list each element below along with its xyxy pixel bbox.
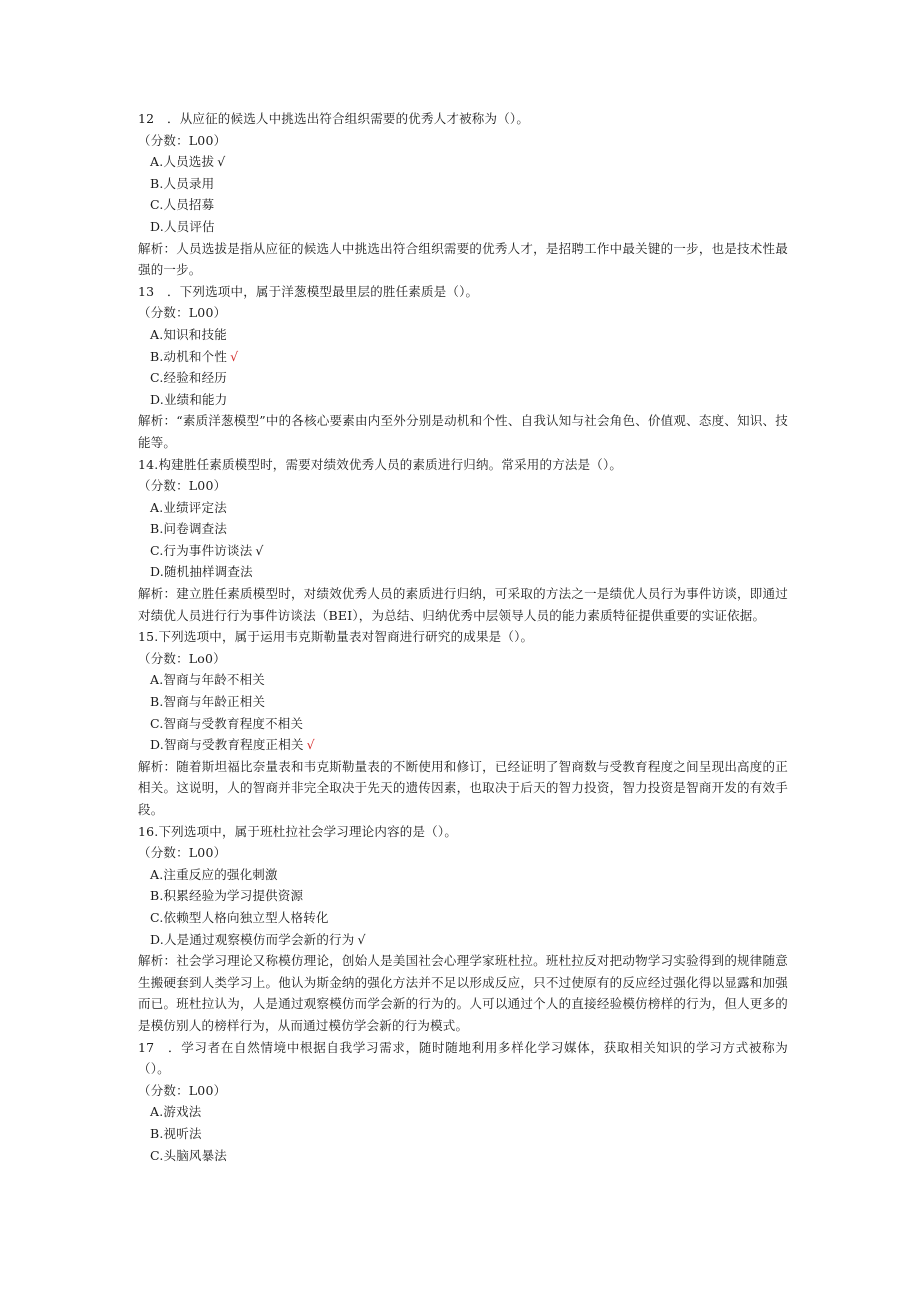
correct-check-icon: √ <box>306 737 315 753</box>
option-d: D.人是通过观察模仿而学会新的行为 √ <box>150 931 366 947</box>
document-page <box>138 108 788 1166</box>
option-d: D.业绩和能力 <box>150 391 228 407</box>
correct-check-icon: √ <box>255 542 264 558</box>
question-13 <box>138 281 788 454</box>
question-stem: 15.下列选项中，属于运用韦克斯勒量表对智商进行研究的成果是（）。 <box>138 629 534 645</box>
option-b: B.人员录用 <box>150 175 215 191</box>
option-c: C.头脑风暴法 <box>150 1147 227 1163</box>
option-b: B.动机和个性 √ <box>150 348 239 364</box>
option-a: A.游戏法 <box>150 1104 202 1120</box>
option-c: C.经验和经历 <box>150 370 227 386</box>
question-12 <box>138 108 788 281</box>
option-d: D.人员评估 <box>150 218 215 234</box>
question-score: （分数：Lo0） <box>138 650 226 666</box>
question-score: （分数：L00） <box>138 478 227 494</box>
option-d: D.随机抽样调查法 <box>150 564 253 580</box>
question-16 <box>138 821 788 1037</box>
option-c: C.智商与受教育程度不相关 <box>150 715 304 731</box>
question-14 <box>138 454 788 627</box>
question-analysis: 解析：随着斯坦福比奈量表和韦克斯勒量表的不断使用和修订，已经证明了智商数与受教育程度之间呈现出高度的正相关。这说明，人的智商并非完全取决于先天的遗传因素，也取决于后天的智力投资，智力投资是智商开发的有效手段。 <box>138 758 788 817</box>
option-a: A.业绩评定法 <box>150 499 227 515</box>
option-b: B.问卷调查法 <box>150 521 228 537</box>
question-stem: 17 ．学习者在自然情境中根据自我学习需求，随时随地利用多样化学习媒体，获取相关知识的学习方式被称为（）。 <box>138 1039 788 1077</box>
question-analysis: 解析：人员选拔是指从应征的候选人中挑选出符合组织需要的优秀人才，是招聘工作中最关键的一步，也是技术性最强的一步。 <box>138 240 788 278</box>
question-15 <box>138 626 788 820</box>
option-b: B.视听法 <box>150 1125 202 1141</box>
correct-check-icon: √ <box>357 931 366 947</box>
question-17 <box>138 1037 788 1167</box>
question-score: （分数：L00） <box>138 132 227 148</box>
question-stem: 13 ．下列选项中，属于洋葱模型最里层的胜任素质是（）。 <box>138 283 479 299</box>
question-score: （分数：L00） <box>138 1082 227 1098</box>
option-d: D.智商与受教育程度正相关 √ <box>150 737 315 753</box>
option-b: B.积累经验为学习提供资源 <box>150 888 304 904</box>
correct-check-icon: √ <box>217 154 226 170</box>
option-c: C.行为事件访谈法 √ <box>150 542 264 558</box>
question-analysis: 解析：建立胜任素质模型时，对绩效优秀人员的素质进行归纳，可采取的方法之一是绩优人员行为事件访谈，即通过对绩优人员进行行为事件访谈法（BEI），为总结、归纳优秀中层领导人员的能力素质特征提供重要的实证依据。 <box>138 586 788 623</box>
option-b: B.智商与年龄正相关 <box>150 694 266 710</box>
question-analysis: 解析：“素质洋葱模型”中的各核心要素由内至外分别是动机和个性、自我认知与社会角色、价值观、态度、知识、技能等。 <box>138 413 788 450</box>
question-stem: 12 ．从应征的候选人中挑选出符合组织需要的优秀人才被称为（）。 <box>138 111 530 126</box>
question-score: （分数：L00） <box>138 845 227 861</box>
question-stem: 14.构建胜任素质模型时，需要对绩效优秀人员的素质进行归纳。常采用的方法是（）。 <box>138 456 623 472</box>
correct-check-icon: √ <box>230 348 239 364</box>
question-analysis: 解析：社会学习理论又称模仿理论，创始人是美国社会心理学家班杜拉。班杜拉反对把动物学习实验得到的规律随意生搬硬套到人类学习上。他认为斯金纳的强化方法并不足以形成反应，只不过使原有的反应经过强化得以显露和加强而已。班杜拉认为，人是通过观察模仿而学会新的行为的。人可以通过个人的直接经验模仿榜样的行为，但人更多的是模仿别人的榜样行为，从而通过模仿学会新的行为模式。 <box>138 953 788 1033</box>
option-a: A.知识和技能 <box>150 326 227 342</box>
option-a: A.智商与年龄不相关 <box>150 672 266 688</box>
question-stem: 16.下列选项中，属于班杜拉社会学习理论内容的是（）。 <box>138 823 458 839</box>
option-c: C.人员招募 <box>150 197 215 213</box>
option-a: A.人员选拔 √ <box>150 154 226 170</box>
option-c: C.依赖型人格向独立型人格转化 <box>150 909 329 925</box>
option-a: A.注重反应的强化刺激 <box>150 866 278 882</box>
question-score: （分数：L00） <box>138 305 227 321</box>
